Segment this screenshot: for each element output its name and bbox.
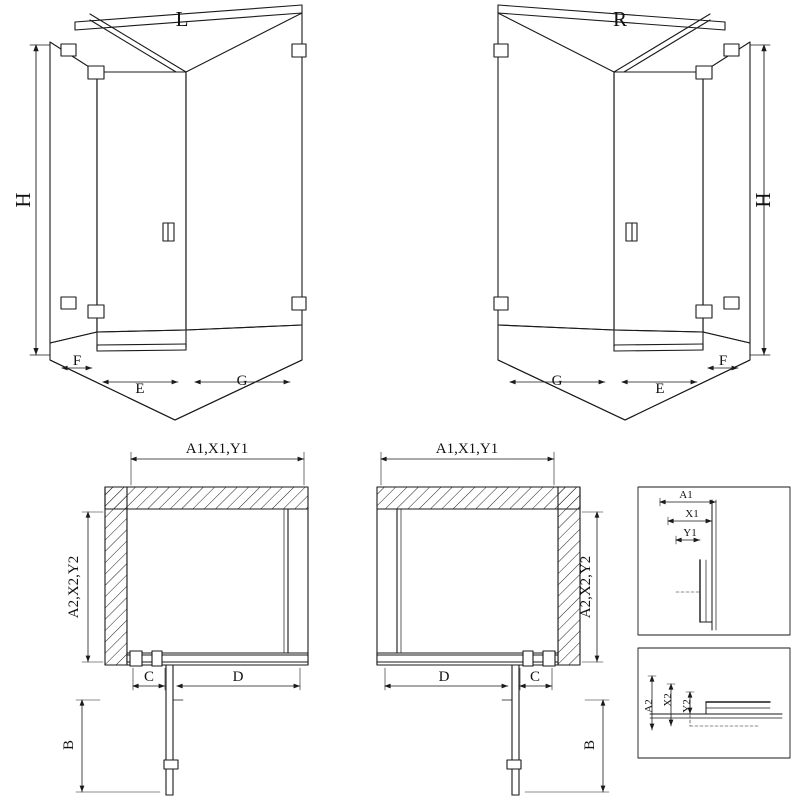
label-plan-right-top-dim: A1,X1,Y1 — [435, 441, 499, 457]
label-base-f-left: F — [72, 353, 82, 369]
label-base-g-left: G — [236, 373, 248, 389]
label-plan-right-dim-c: C — [529, 669, 541, 685]
label-detail-x2: X2 — [662, 693, 674, 707]
label-plan-left-dim-d: D — [232, 669, 244, 685]
label-height-right: H — [751, 192, 775, 208]
plan-view-right — [377, 452, 609, 795]
label-base-e-left: E — [135, 381, 145, 397]
label-plan-left-side-dim: A2,X2,Y2 — [66, 555, 82, 619]
label-plan-left-top-dim: A1,X1,Y1 — [185, 441, 249, 457]
label-plan-left-dim-b: B — [61, 739, 77, 751]
label-plan-right-dim-b: B — [582, 739, 598, 751]
label-plan-left-dim-c: C — [143, 669, 155, 685]
label-base-e-right: E — [655, 381, 665, 397]
detail-dimension-bottom — [638, 648, 790, 758]
label-handing-left: L — [175, 7, 189, 31]
label-base-g-right: G — [551, 373, 563, 389]
label-handing-right: R — [612, 7, 628, 31]
label-detail-a1: A1 — [679, 489, 693, 501]
label-plan-right-side-dim: A2,X2,Y2 — [578, 555, 594, 619]
label-base-f-right: F — [718, 353, 728, 369]
label-detail-y2: Y2 — [681, 699, 693, 713]
iso-view-left — [30, 5, 306, 420]
label-height-left: H — [11, 192, 35, 208]
detail-dimension-top — [638, 487, 790, 635]
label-detail-x1: X1 — [685, 508, 699, 520]
plan-view-left — [76, 452, 308, 795]
label-plan-right-dim-d: D — [438, 669, 450, 685]
label-detail-y1: Y1 — [683, 527, 697, 539]
label-detail-a2: A2 — [643, 699, 655, 713]
iso-view-right — [494, 5, 770, 420]
